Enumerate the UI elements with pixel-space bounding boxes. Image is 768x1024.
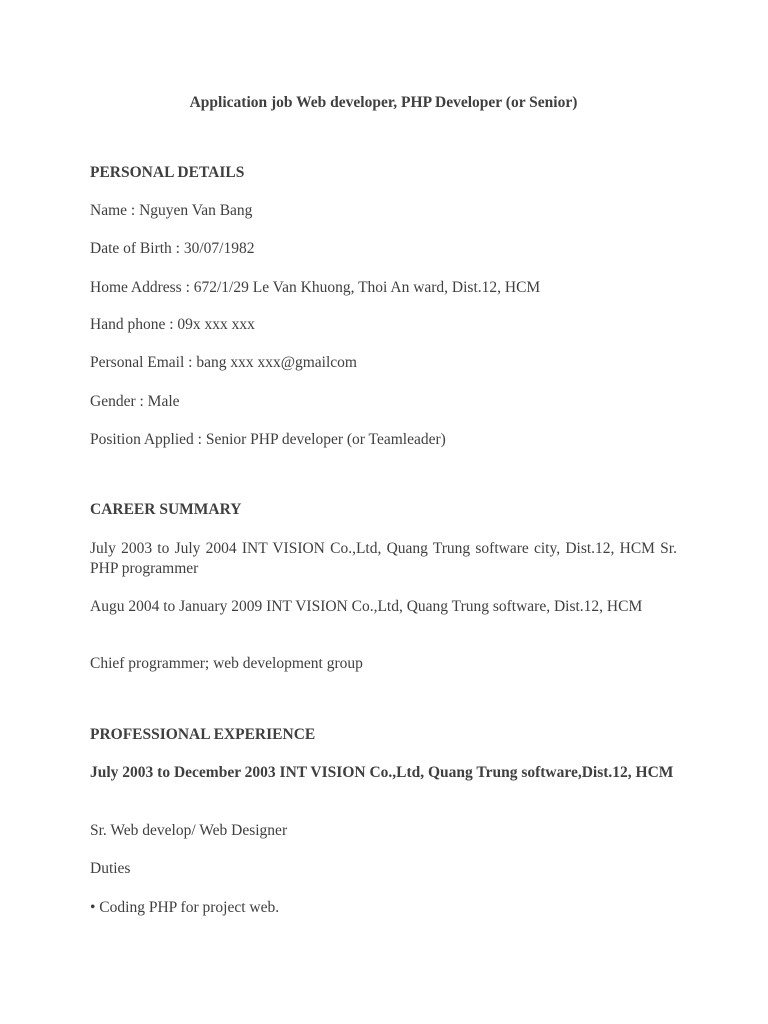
professional-experience-heading: PROFESSIONAL EXPERIENCE [90,726,316,743]
career-summary-heading: CAREER SUMMARY [90,501,242,518]
phone-line: Hand phone : 09x xxx xxx [90,316,255,333]
gender-line: Gender : Male [90,393,180,410]
dob-line: Date of Birth : 30/07/1982 [90,240,255,257]
career-item-2: Augu 2004 to January 2009 INT VISION Co.,Ltd, Quang Trung software, Dist.12, HCM [90,598,643,615]
job-title-line: July 2003 to December 2003 INT VISION Co.,Ltd, Quang Trung software,Dist.12, HCM [90,764,674,781]
email-line: Personal Email : bang xxx xxx@gmailcom [90,354,357,371]
career-item-1: July 2003 to July 2004 INT VISION Co.,Ltd, Quang Trung software city, Dist.12, HCM Sr. PHP programmer [90,540,677,577]
career-item-3: Chief programmer; web development group [90,655,363,672]
document-title: Application job Web developer, PHP Developer (or Senior) [189,94,578,111]
position-line: Position Applied : Senior PHP developer (or Teamleader) [90,431,446,448]
address-line: Home Address : 672/1/29 Le Van Khuong, Thoi An ward, Dist.12, HCM [90,279,541,296]
duty-item: • Coding PHP for project web. [90,899,280,916]
role-line: Sr. Web develop/ Web Designer [90,822,288,839]
name-line: Name : Nguyen Van Bang [90,202,253,219]
duties-label: Duties [90,860,131,877]
personal-details-heading: PERSONAL DETAILS [90,164,245,181]
